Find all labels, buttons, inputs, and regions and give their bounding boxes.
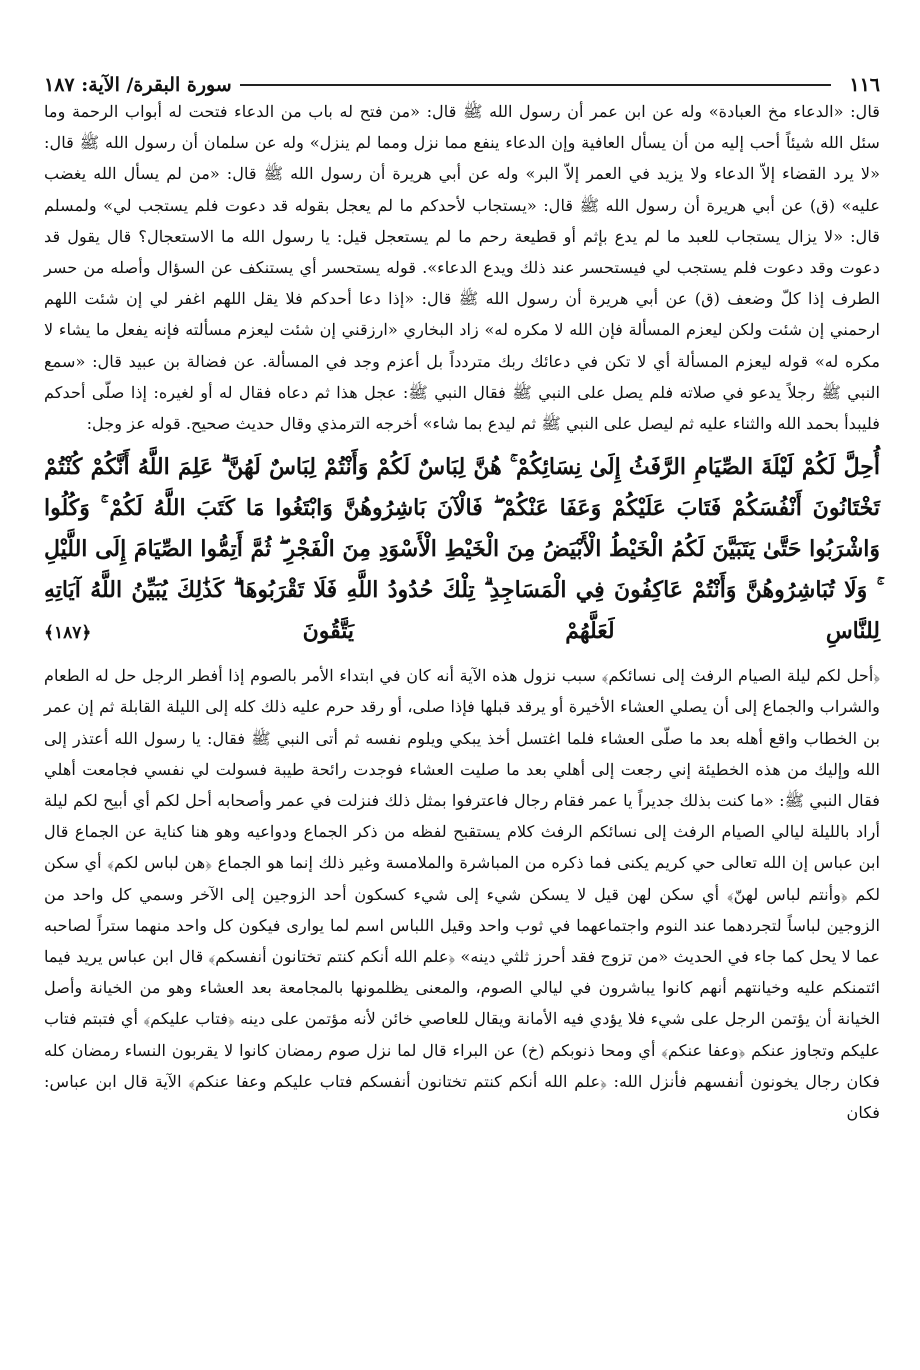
quran-verse-block bbox=[44, 447, 880, 654]
tafsir-section bbox=[44, 660, 880, 1128]
surah-title: سورة البقرة/ الآية: ١٨٧ bbox=[44, 74, 232, 96]
tafsir-paragraph: ﴿أحل لكم ليلة الصيام الرفث إلى نسائكم﴾ سبب نزول هذه الآية أنه كان في ابتداء الأمر بالصوم إذا أفطر الرجل حل له الطعام والشراب والجماع إلى أن يصلي العشاء الأخيرة أو يرقد قبلها فإذا صلى، أو رقد حرم عليه ذلك كله إلى الليلة القابلة ثم إن عمر بن الخطاب واقع أهله بعد ما صلّى العشاء فلما اغتسل أخذ يبكي ويلوم نفسه ثم أتى النبي ﷺ فقال: يا رسول الله أعتذر إلى الله وإليك من هذه الخطيئة إني رجعت إلى أهلي بعد ما صليت العشاء فوجدت رائحة طيبة فسولت لي نفسي فجامعت أهلي فقال النبي ﷺ: «ما كنت بذلك جديراً يا عمر فقام رجال فاعترفوا بمثل ذلك فنزلت في عمر وأصحابه أحل لكم أي أبيح لكم ليلة أراد بالليلة ليالي الصيام الرفث إلى نسائكم الرفث كلام يستقبح لفظه من ذكر الجماع ودواعيه وهو هنا كناية عن الجماع قال ابن عباس إن الله تعالى حي كريم يكنى فما ذكره من المباشرة والملامسة وغير ذلك إنما هو الجماع ﴿هن لباس لكم﴾ أي سكن لكم ﴿وأنتم لباس لهنّ﴾ أي سكن لهن قيل لا يسكن شيء إلى شيء كسكون أحد الزوجين إلى الآخر وسمي كل واحد من الزوجين لباساً لتجردهما عند النوم واجتماعهما في ثوب واحد وقيل اللباس اسم لما يوارى فيكون كل واحد منهما ستراً لصاحبه عما لا يحل كما جاء في الحديث «من تزوج فقد أحرز ثلثي دينه» ﴿علم الله أنكم كنتم تختانون أنفسكم﴾ قال ابن عباس يريد فيما ائتمنكم عليه وخيانتهم أنهم كانوا يباشرون في ليالي الصوم، والمعنى يظلمونها بالمجامعة بعد العشاء وهو من الخيانة وأصل الخيانة أن يؤتمن الرجل على شيء فلا يؤدي فيه الأمانة ويقال للعاصي خائن لأنه مؤتمن على دينه ﴿فتاب عليكم﴾ أي فتبتم فتاب عليكم وتجاوز عنكم ﴿وعفا عنكم﴾ أي ومحا ذنوبكم (خ) عن البراء قال لما نزل صوم رمضان كانوا لا يقربون النساء رمضان كله فكان رجال يخونون أنفسهم فأنزل الله: ﴿علم الله أنكم كنتم تختانون أنفسكم فتاب عليكم وعفا عنكم﴾ الآية قال ابن عباس: فكان bbox=[44, 666, 880, 1123]
hadith-paragraph: قال: «الدعاء مخ العبادة» وله عن ابن عمر أن رسول الله ﷺ قال: «من فتح له باب من الدعاء فتحت له أبواب الرحمة وما سئل الله شيئاً أحب إليه من أن يسأل العافية وإن الدعاء ينفع مما نزل ومما لم ينزل» وله عن سلمان أن رسول الله ﷺ قال: «لا يرد القضاء إلاّ الدعاء ولا يزيد في العمر إلاّ البر» وله عن أبي هريرة أن رسول الله ﷺ قال: «من لم يسأل الله يغضب عليه» (ق) عن أبي هريرة أن رسول الله ﷺ قال: «يستجاب لأحدكم ما لم يعجل بقوله قد دعوت فلم يستجب لي» ولمسلم قال: «لا يزال يستجاب للعبد ما لم يدع بإثم أو قطيعة رحم ما لم يستعجل قيل: يا رسول الله ما الاستعجال؟ قال يقول قد دعوت وقد دعوت فلم يستجب لي فيستحسر عند ذلك ويدع الدعاء». قوله يستحسر أي يستنكف عن السؤال وأصله من حسر الطرف إذا كلّ وضعف (ق) عن أبي هريرة أن رسول الله ﷺ قال: «إذا دعا أحدكم فلا يقل اللهم اغفر لي إن شئت اللهم ارحمني إن شئت ولكن ليعزم المسألة فإن الله لا مكره له» زاد البخاري «ارزقني إن شئت ليعزم مسألته فإنه يفعل ما يشاء لا مكره له» قوله ليعزم المسألة أي لا تكن في دعائك ربك متردداً بل أعزم وجد في المسألة. عن فضالة بن عبيد قال: «سمع النبي ﷺ رجلاً يدعو في صلاته فلم يصل على النبي ﷺ فقال النبي ﷺ: عجل هذا ثم دعاه فقال له أو لغيره: إذا صلّى أحدكم فليبدأ بحمد الله والثناء عليه ثم ليصل على النبي ﷺ ثم ليدع بما شاء» أخرجه الترمذي وقال حديث صحيح. قوله عز وجل: bbox=[44, 102, 880, 434]
hadith-section bbox=[44, 96, 880, 439]
quran-verse-text: أُحِلَّ لَكُمْ لَيْلَةَ الصِّيَامِ الرَّفَثُ إِلَىٰ نِسَائِكُمْ ۚ هُنَّ لِبَاسٌ لَكُمْ وَأَنْتُمْ لِبَاسٌ لَهُنَّ ۗ عَلِمَ اللَّهُ أَنَّكُمْ كُنْتُمْ تَخْتَانُونَ أَنْفُسَكُمْ فَتَابَ عَلَيْكُمْ وَعَفَا عَنْكُمْ ۖ فَالْآنَ بَاشِرُوهُنَّ وَابْتَغُوا مَا كَتَبَ اللَّهُ لَكُمْ ۚ وَكُلُوا وَاشْرَبُوا حَتَّىٰ يَتَبَيَّنَ لَكُمُ الْخَيْطُ الْأَبْيَضُ مِنَ الْخَيْطِ الْأَسْوَدِ مِنَ الْفَجْرِ ۖ ثُمَّ أَتِمُّوا الصِّيَامَ إِلَى اللَّيْلِ ۚ وَلَا تُبَاشِرُوهُنَّ وَأَنْتُمْ عَاكِفُونَ فِي الْمَسَاجِدِ ۗ تِلْكَ حُدُودُ اللَّهِ فَلَا تَقْرَبُوهَا ۗ كَذَٰلِكَ يُبَيِّنُ اللَّهُ آيَاتِهِ لِلنَّاسِ لَعَلَّهُمْ يَتَّقُونَ bbox=[44, 454, 880, 645]
page-number: ١١٦ bbox=[849, 74, 880, 96]
verse-end-marker: ﴿١٨٧﴾ bbox=[44, 623, 92, 644]
book-page bbox=[44, 56, 880, 1128]
page-header bbox=[44, 56, 880, 96]
header-rule bbox=[240, 84, 832, 86]
